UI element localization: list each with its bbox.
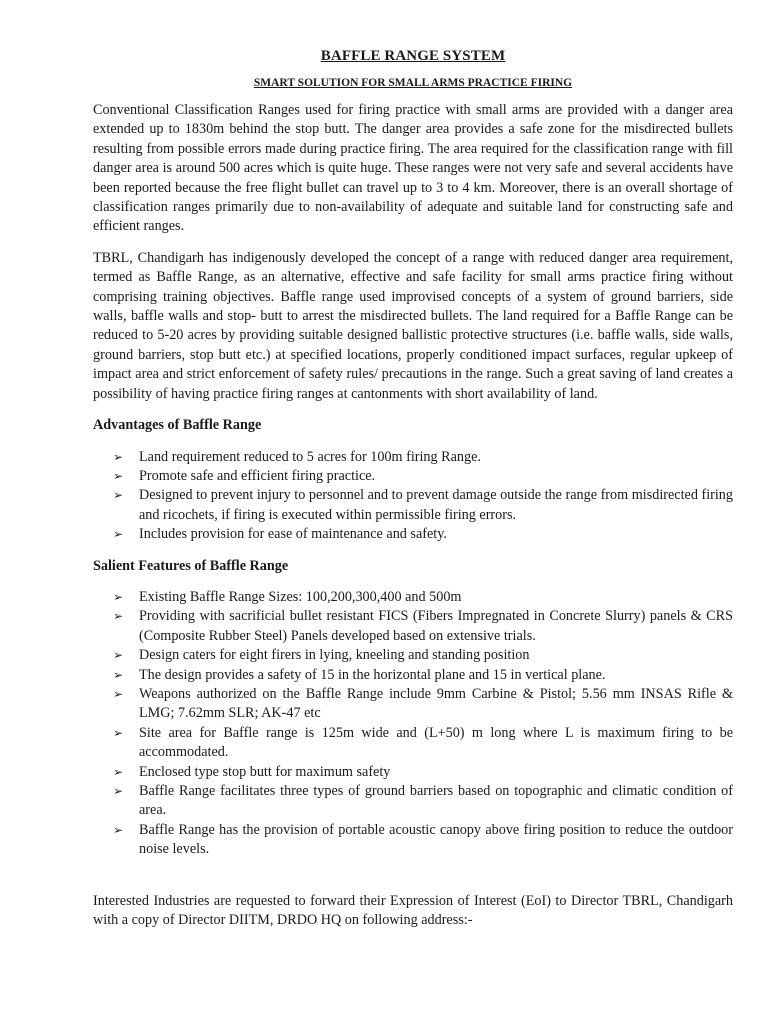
arrow-bullet-icon: ➢: [113, 667, 124, 682]
arrow-bullet-icon: ➢: [113, 488, 124, 503]
intro-paragraph: Conventional Classification Ranges used for firing practice with small arms are provided with a danger area extended up to 1830m behind the stop butt. The danger area provides a safe zone for the misdirected bullets resulting from possible errors made during practice firing. The area required for the classification range with fill danger area is around 500 acres which is quite huge. These ranges were not very safe and several accidents have been reported because the free flight bullet can travel up to 3 to 4 km. Moreover, there is an overall shortage of classification ranges primarily due to non-availability of adequate and suitable land for constructing safe and efficient ranges.: [93, 102, 733, 235]
list-item: ➢ Includes provision for ease of maintenance and safety.: [93, 525, 733, 544]
list-item: ➢ Designed to prevent injury to personnel and to prevent damage outside the range from misdirected firing and ricochets, if firing is executed within permissible firing errors.: [113, 487, 733, 523]
spacer: [93, 872, 733, 892]
list-item: ➢ Enclosed type stop butt for maximum safety: [93, 763, 733, 782]
list-item: ➢ Weapons authorized on the Baffle Range include 9mm Carbine & Pistol; 5.56 mm INSAS Rifle & LMG; 7.62mm SLR; AK-47 etc: [113, 685, 733, 722]
closing-paragraph: Interested Industries are requested to forward their Expression of Interest (EoI) to Director TBRL, Chandigarh with a copy of Director DIITM, DRDO HQ on following address:-: [93, 892, 733, 929]
arrow-bullet-icon: ➢: [113, 589, 124, 604]
list-item: ➢ Existing Baffle Range Sizes: 100,200,300,400 and 500m: [93, 588, 733, 607]
arrow-bullet-icon: ➢: [113, 784, 124, 798]
document-page: [93, 48, 733, 942]
arrow-bullet-icon: ➢: [113, 822, 124, 837]
arrow-bullet-icon: ➢: [113, 527, 124, 542]
arrow-bullet-icon: ➢: [113, 609, 124, 624]
list-item: ➢ Promote safe and efficient firing practice.: [93, 467, 733, 486]
document-title: BAFFLE RANGE SYSTEM: [320, 48, 506, 64]
document-subtitle: SMART SOLUTION FOR SMALL ARMS PRACTICE FIRING: [253, 77, 573, 89]
arrow-bullet-icon: ➢: [113, 686, 124, 701]
list-item: ➢ The design provides a safety of 15 in the horizontal plane and 15 in vertical plane.: [93, 666, 733, 685]
arrow-bullet-icon: ➢: [113, 764, 124, 779]
arrow-bullet-icon: ➢: [113, 468, 124, 483]
list-item: ➢ Baffle Range facilitates three types of ground barriers based on topographic and climatic condition of area.: [113, 783, 733, 819]
features-heading: Salient Features of Baffle Range: [93, 557, 289, 574]
advantages-list: [93, 448, 733, 545]
list-item: ➢ Design caters for eight firers in lying, kneeling and standing position: [93, 646, 733, 665]
list-item: ➢ Providing with sacrificial bullet resistant FICS (Fibers Impregnated in Concrete Slurry) panels & CRS (Composite Rubber Steel) Panels developed based on extensive trials.: [113, 608, 733, 644]
list-item: ➢ Site area for Baffle range is 125m wide and (L+50) m long where L is maximum firing to be accommodated.: [113, 724, 733, 761]
arrow-bullet-icon: ➢: [113, 648, 124, 663]
list-item: ➢ Baffle Range has the provision of portable acoustic canopy above firing position to reduce the outdoor noise levels.: [113, 821, 733, 858]
tbrl-paragraph: TBRL, Chandigarh has indigenously developed the concept of a range with reduced danger area requirement, termed as Baffle Range, as an alternative, effective and safe facility for small arms practice firing without comprising training objectives. Baffle range used improvised concepts of a system of ground barriers, side walls, baffle walls and stop- butt to arrest the misdirected bullets. The land required for a Baffle Range can be reduced to 5-20 acres by providing suitable designed ballistic protective structures (i.e. baffle walls, side walls, ground barriers, stop butt etc.) at specified locations, properly conditioned impact surfaces, regular upkeep of impact area and strict enforcement of safety rules/ precautions in the range. Such a great saving of land creates a possibility of having practice firing ranges at cantonments with short availability of land.: [93, 249, 733, 402]
list-item: ➢ Land requirement reduced to 5 acres for 100m firing Range.: [93, 448, 733, 467]
advantages-heading: Advantages of Baffle Range: [93, 417, 262, 434]
features-list: [93, 588, 733, 860]
arrow-bullet-icon: ➢: [113, 725, 124, 740]
arrow-bullet-icon: ➢: [113, 449, 124, 464]
